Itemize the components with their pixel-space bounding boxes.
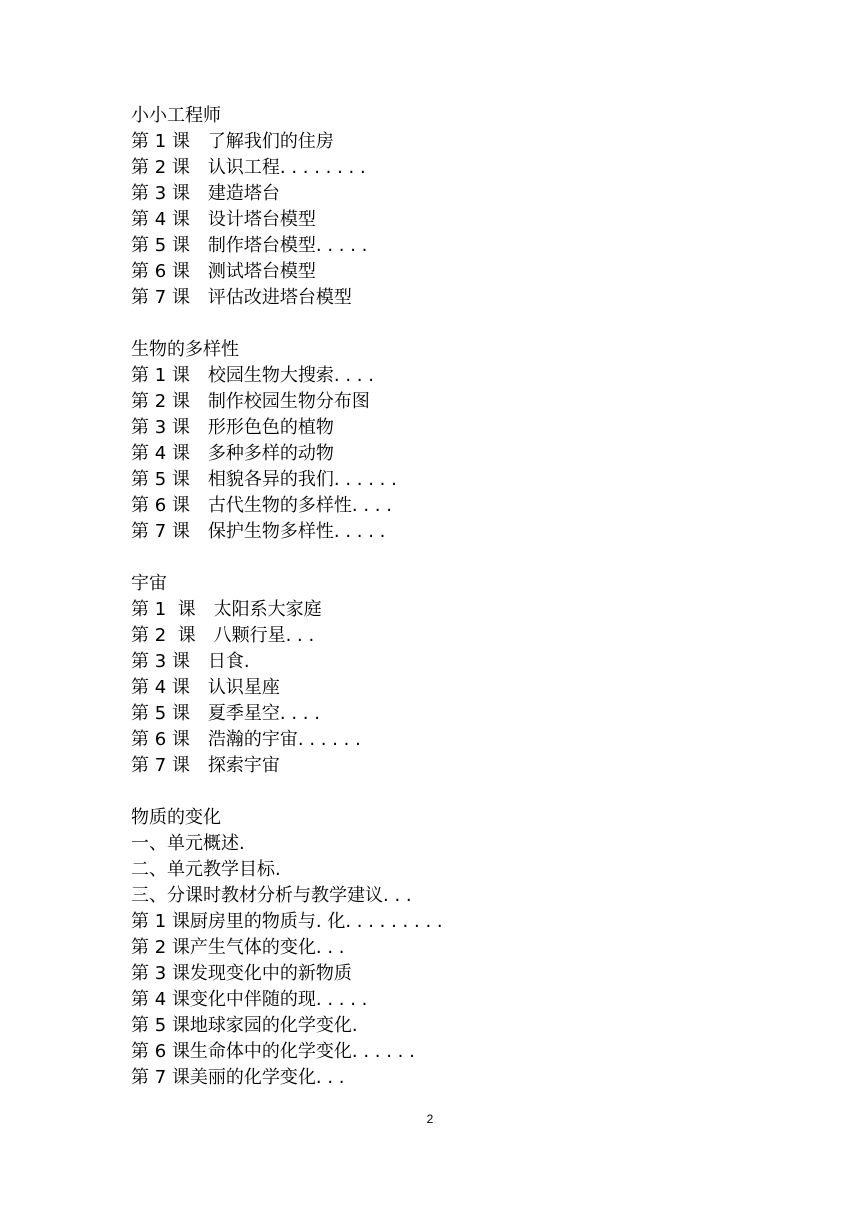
toc-entry: 第 6 课生命体中的化学变化. . . . . . <box>131 1041 415 1062</box>
toc-entry: 第 4 课 设计塔台模型 <box>131 209 316 230</box>
toc-entry: 第 7 课 保护生物多样性. . . . . <box>131 521 386 542</box>
toc-entry: 第 2 课产生气体的变化. . . <box>131 937 345 958</box>
section-title: 宇宙 <box>131 573 167 594</box>
toc-entry: 第 1 课 校园生物大搜索. . . . <box>131 365 374 386</box>
toc-entry: 第 5 课 相貌各异的我们. . . . . . <box>131 469 397 490</box>
toc-entry: 第 6 课 古代生物的多样性. . . . <box>131 495 392 516</box>
toc-section-biodiversity <box>131 337 791 545</box>
toc-entry: 第 3 课 形形色色的植物 <box>131 417 334 438</box>
toc-entry: 第 7 课美丽的化学变化. . . <box>131 1067 345 1088</box>
page-number: 2 <box>426 1112 434 1126</box>
toc-entry: 第 3 课 日食. <box>131 651 250 672</box>
toc-entry: 第 1 课厨房里的物质与. 化. . . . . . . . . <box>131 911 443 932</box>
toc-entry: 一、单元概述. <box>131 833 245 854</box>
toc-entry: 第 3 课发现变化中的新物质 <box>131 963 352 984</box>
toc-entry: 第 2 课 认识工程. . . . . . . . <box>131 157 366 178</box>
toc-entry: 第 3 课 建造塔台 <box>131 183 280 204</box>
toc-entry: 第 4 课 多种多样的动物 <box>131 443 334 464</box>
toc-section-matter-changes <box>131 805 791 1091</box>
toc-entry: 三、分课时教材分析与教学建议. . . <box>131 885 412 906</box>
section-title: 小小工程师 <box>131 105 221 126</box>
toc-section-universe <box>131 571 791 779</box>
toc-entry: 第 5 课 夏季星空. . . . <box>131 703 320 724</box>
toc-entry: 第 7 课 探索宇宙 <box>131 755 280 776</box>
toc-entry: 第 1 课 了解我们的住房 <box>131 131 334 152</box>
toc-section-engineer <box>131 103 791 311</box>
toc-entry: 第 2 课 八颗行星. . . <box>131 625 315 646</box>
toc-entry: 第 2 课 制作校园生物分布图 <box>131 391 370 412</box>
section-title: 生物的多样性 <box>131 339 239 360</box>
toc-entry: 二、单元教学目标. <box>131 859 281 880</box>
toc-entry: 第 4 课变化中伴随的现. . . . . <box>131 989 368 1010</box>
table-of-contents <box>131 103 791 1117</box>
toc-entry: 第 6 课 测试塔台模型 <box>131 261 316 282</box>
toc-entry: 第 4 课 认识星座 <box>131 677 280 698</box>
toc-entry: 第 7 课 评估改进塔台模型 <box>131 287 352 308</box>
toc-entry: 第 6 课 浩瀚的宇宙. . . . . . <box>131 729 361 750</box>
section-title: 物质的变化 <box>131 807 221 828</box>
toc-entry: 第 5 课 制作塔台模型. . . . . <box>131 235 368 256</box>
toc-entry: 第 1 课 太阳系大家庭 <box>131 599 322 620</box>
toc-entry: 第 5 课地球家园的化学变化. <box>131 1015 358 1036</box>
